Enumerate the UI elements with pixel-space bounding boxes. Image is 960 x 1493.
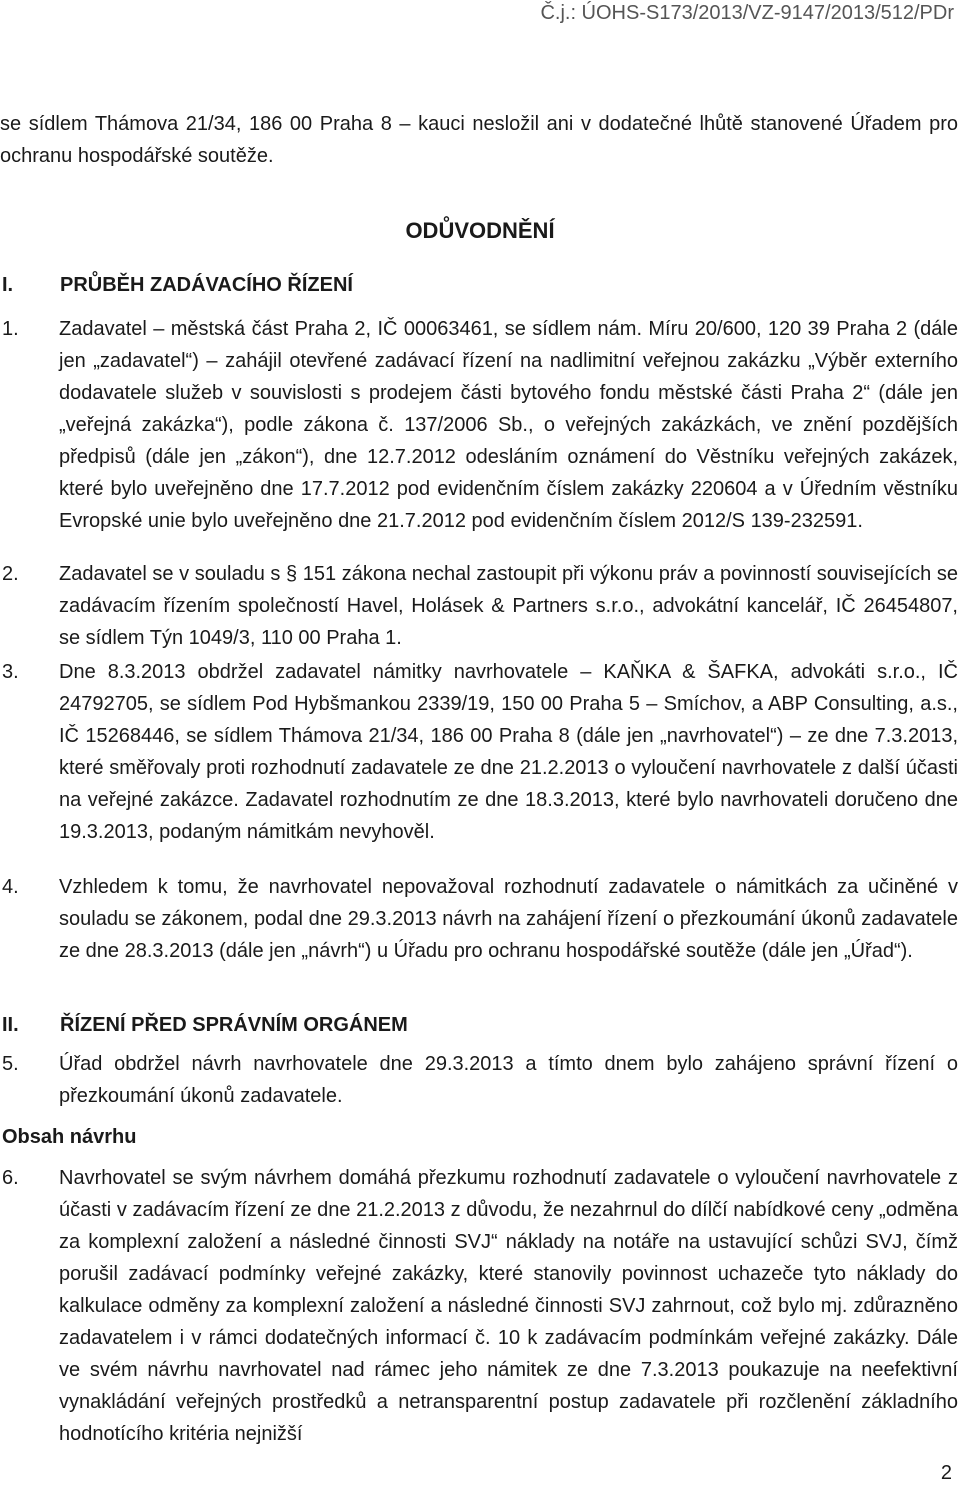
paragraph-number: 1.	[2, 318, 19, 340]
justification-heading: ODŮVODNĚNÍ	[405, 218, 555, 243]
section-number: II.	[2, 1014, 19, 1036]
paragraph-number: 2.	[2, 563, 19, 585]
paragraph-6	[0, 1162, 958, 1450]
page-number: 2	[940, 1462, 952, 1484]
paragraph-number: 5.	[2, 1053, 19, 1075]
paragraph-text: Vzhledem k tomu, že navrhovatel nepovažoval rozhodnutí zadavatele o námitkách za učiněné v souladu se zákonem, podal dne 29.3.2013 návrh na zahájení řízení o přezkoumání úkonů zadavatele ze dne 28.3.2013 (dále jen „návrh“) u Úřadu pro ochranu hospodářské soutěže (dále jen „Úřad“).	[59, 876, 958, 962]
section-title: ŘÍZENÍ PŘED SPRÁVNÍM ORGÁNEM	[60, 1014, 408, 1036]
paragraph-text: Úřad obdržel návrh navrhovatele dne 29.3.2013 a tímto dnem bylo zahájeno správní řízení o přezkoumání úkonů zadavatele.	[59, 1053, 958, 1107]
paragraph-2	[0, 558, 958, 654]
paragraph-number: 4.	[2, 876, 19, 898]
paragraph-text: Navrhovatel se svým návrhem domáhá přezkumu rozhodnutí zadavatele o vyloučení navrhovatele z účasti v zadávacím řízení ze dne 21.2.2013 z důvodu, že nezahrnul do dílčí nabídkové ceny „odměna za komplexní založení a následné činnosti SVJ“ náklady na notáře na ustavující schůzi SVJ, čímž porušil zadávací podmínky veřejné zakázky, které stanovily povinnost uchazeče tyto náklady do kalkulace odměny za komplexní založení a následné činnosti SVJ zahrnout, což bylo mj. zdůrazněno zadavatelem i v rámci dodatečných informací č. 10 k zadávacím podmínkám veřejné zakázky. Dále ve svém návrhu navrhovatel nad rámec jeho námitek ze dne 7.3.2013 poukazuje na neefektivní vynakládání veřejných prostředků a netransparentní postup zadavatele při rozčlenění základního hodnotícího kritéria nejnižší	[59, 1167, 958, 1445]
paragraph-text: Dne 8.3.2013 obdržel zadavatel námitky navrhovatele – KAŇKA & ŠAFKA, advokáti s.r.o., IČ 24792705, se sídlem Pod Hybšmankou 2339/19, 150 00 Praha 5 – Smíchov, a ABP Consulting, a.s., IČ 15268446, se sídlem Thámova 21/34, 186 00 Praha 8 (dále jen „navrhovatel“) – ze dne 7.3.2013, které směřovaly proti rozhodnutí zadavatele ze dne 21.2.2013 o vyloučení navrhovatele z další účasti na veřejné zakázce. Zadavatel rozhodnutím ze dne 18.3.2013, které bylo navrhovateli doručeno dne 19.3.2013, podaným námitkám nevyhověl.	[59, 661, 958, 843]
paragraph-3	[0, 656, 958, 848]
paragraph-number: 6.	[2, 1167, 19, 1189]
section-title: PRŮBĚH ZADÁVACÍHO ŘÍZENÍ	[60, 274, 353, 296]
document-reference: Č.j.: ÚOHS-S173/2013/VZ-9147/2013/512/PDr	[540, 2, 954, 24]
paragraph-text: Zadavatel se v souladu s § 151 zákona nechal zastoupit při výkonu práv a povinností souvisejících se zadávacím řízením společností Havel, Holásek & Partners s.r.o., advokátní kancelář, IČ 26454807, se sídlem Týn 1049/3, 110 00 Praha 1.	[59, 563, 958, 649]
intro-paragraph: se sídlem Thámova 21/34, 186 00 Praha 8 – kauci nesložil ani v dodatečné lhůtě stanovené Úřadem pro ochranu hospodářské soutěže.	[0, 113, 958, 167]
paragraph-1	[0, 313, 958, 537]
paragraph-number: 3.	[2, 661, 19, 683]
paragraph-5	[0, 1048, 958, 1112]
subheading-obsah-navrhu: Obsah návrhu	[2, 1126, 137, 1148]
section-number: I.	[2, 274, 14, 296]
paragraph-text: Zadavatel – městská část Praha 2, IČ 00063461, se sídlem nám. Míru 20/600, 120 39 Praha 2 (dále jen „zadavatel“) – zahájil otevřené zadávací řízení na nadlimitní veřejnou zakázku „Výběr externího dodavatele služeb v souvislosti s prodejem části bytového fondu městské části Praha 2“ (dále jen „veřejná zakázka“), podle zákona č. 137/2006 Sb., o veřejných zakázkách, ve znění pozdějších předpisů (dále jen „zákon“), dne 12.7.2012 odesláním oznámení do Věstníku veřejných zakázek, které bylo uveřejněno dne 17.7.2012 pod evidenčním číslem zakázky 220604 a v Úředním věstníku Evropské unie bylo uveřejněno dne 21.7.2012 pod evidenčním číslem 2012/S 139-232591.	[59, 318, 958, 532]
paragraph-4	[0, 871, 958, 967]
